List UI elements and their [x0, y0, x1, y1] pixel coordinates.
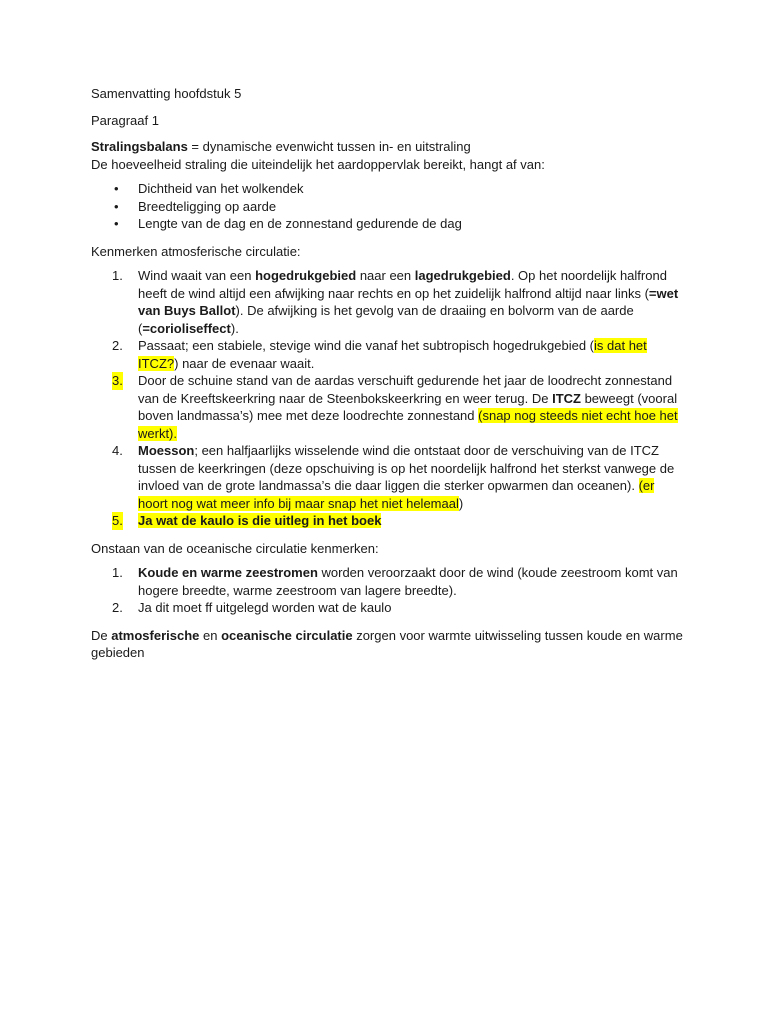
list-item	[91, 512, 686, 530]
list-item: • Breedteligging op aarde	[91, 198, 686, 216]
list-item: 3. Door de schuine stand van de aardas verschuift gedurende het jaar de loodrecht zonnestand van de Kreeftskeerkring naar de Steenbokskeerkring en weer terug. De ITCZ beweegt (vooral boven landmassa’s) mee met deze loodrechte zonnestand (snap nog steeds niet echt hoe het werkt).	[112, 373, 678, 441]
atmos-list	[91, 267, 686, 530]
atmos-heading: Kenmerken atmosferische circulatie:	[91, 243, 301, 259]
highlighted-note: is dat het ITCZ?	[138, 338, 647, 371]
list-number: 1.	[112, 565, 123, 580]
highlighted-note: Ja wat de kaulo is die uitleg in het boek	[138, 513, 382, 528]
list-number: 2.	[112, 338, 123, 353]
list-number: 2.	[112, 600, 123, 615]
paragraph-heading: Paragraaf 1	[91, 112, 159, 128]
highlighted-note: (er hoort nog wat meer info bij maar snap het niet helemaal	[138, 478, 655, 511]
list-item: 1. Wind waait van een hogedrukgebied naar een lagedrukgebied. Op het noordelijk halfrond heeft de wind altijd een afwijking naar rechts en op het zuidelijk halfrond altijd naar links (=wet van Buys Ballot). De afwijking is het gevolg van de draaiing en bolvorm van de aarde (=corioliseffect).	[112, 268, 679, 336]
list-item: 4. Moesson; een halfjaarlijks wisselende wind die ontstaat door de verschuiving van de ITCZ tussen de keerkringen (deze opschuiving is op het noordelijk halfrond het sterkst vanwege de invloed van de grote landmassa’s die daar liggen die sterker opwarmen dan oceanen). (er hoort nog wat meer info bij maar snap het niet helemaal)	[112, 443, 675, 511]
ocean-list	[91, 564, 686, 617]
list-number: 5.	[112, 513, 123, 528]
stralingsbalans-term: Stralingsbalans	[91, 139, 188, 154]
list-number: 4.	[112, 443, 123, 458]
factor-list	[91, 180, 686, 233]
list-item: 2. Ja dit moet ff uitgelegd worden wat de kaulo	[112, 600, 392, 615]
list-number: 3.	[112, 373, 123, 388]
document-title: Samenvatting hoofdstuk 5	[91, 86, 242, 101]
list-item: • Lengte van de dag en de zonnestand gedurende de dag	[91, 215, 686, 233]
list-number: 1.	[112, 268, 123, 283]
list-item: • Dichtheid van het wolkendek	[91, 180, 686, 198]
highlighted-note: (snap nog steeds niet echt hoe het werkt).	[138, 408, 678, 441]
stralingsbalans-definition: Stralingsbalans = dynamische evenwicht tussen in- en uitstraling	[91, 139, 471, 154]
stralingsbalans-intro: De hoeveelheid straling die uiteindelijk het aardoppervlak bereikt, hangt af van:	[91, 156, 545, 172]
document-page	[91, 85, 686, 662]
conclusion-paragraph: De atmosferische en oceanische circulatie zorgen voor warmte uitwisseling tussen koude en warme gebieden	[91, 627, 683, 660]
ocean-heading: Onstaan van de oceanische circulatie kenmerken:	[91, 540, 379, 556]
list-item: 1. Koude en warme zeestromen worden veroorzaakt door de wind (koude zeestroom komt van hogere breedte, warme zeestroom van lagere breedte).	[112, 565, 678, 598]
list-item: 2. Passaat; een stabiele, stevige wind die vanaf het subtropisch hogedrukgebied (is dat het ITCZ?) naar de evenaar waait.	[112, 338, 647, 371]
